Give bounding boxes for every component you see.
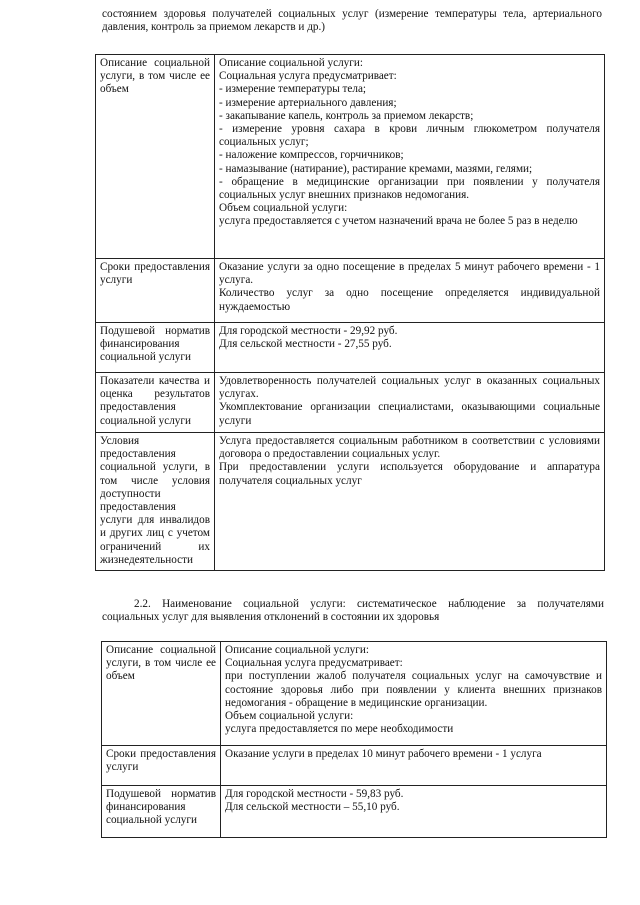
intro-paragraph: состоянием здоровья получателей социальных услуг (измерение температуры тела, артериального давления, контроль за приемом лекарств и др.) xyxy=(102,8,602,34)
row-label: Показатели качества и оценка результатов предоставления социальной услуги xyxy=(96,373,215,433)
table-row-terms xyxy=(96,259,605,323)
text-line: Объем социальной услуги: xyxy=(225,710,354,723)
row-value xyxy=(215,373,605,433)
table-row-quality xyxy=(96,373,605,433)
text-line: Оказание услуги в пределах 10 минут рабочего времени - 1 услуга xyxy=(225,748,542,760)
row-value xyxy=(215,323,605,373)
text-line: Оказание услуги за одно посещение в пределах 5 минут рабочего времени - 1 услуга. xyxy=(219,261,600,287)
service-table-2-1 xyxy=(95,54,605,571)
row-value xyxy=(215,55,605,259)
text-line: услуга предоставляется с учетом назначений врача не более 5 раз в неделю xyxy=(219,215,578,228)
table-row-terms xyxy=(102,746,607,786)
row-label: Описание социальной услуги, в том числе ее объем xyxy=(96,55,215,259)
text-line: - измерение температуры тела; xyxy=(219,83,367,96)
text-line: Укомплектование организации специалистами, оказывающими социальные услуги xyxy=(219,401,600,427)
text-line: Описание социальной услуги: xyxy=(225,644,369,656)
row-label: Условия предоставления социальной услуги, в том числе условия доступности предоставления услуги для инвалидов и других лиц с учетом ограничений их жизнедеятельности xyxy=(96,433,215,571)
row-value xyxy=(221,786,607,838)
text-line: Социальная услуга предусматривает: xyxy=(219,70,397,83)
text-line: - измерение артериального давления; xyxy=(219,96,397,109)
text-line: Для городской местности - 59,83 руб. xyxy=(225,788,404,800)
row-value xyxy=(215,433,605,571)
row-label: Сроки предоставления услуги xyxy=(96,259,215,323)
row-value xyxy=(221,746,607,786)
text-line: - намазывание (натирание), растирание кремами, мазями, гелями; xyxy=(219,162,533,175)
text-line: при поступлении жалоб получателя социальных услуг на самочувствие и состояние здоровья либо при появлении у клиента внешних признаков недомогания - обращение в медицинские организации. xyxy=(225,670,602,709)
text-line: При предоставлении услуги используется оборудование и аппаратура получателя социальных услуг xyxy=(219,461,600,487)
row-label: Подушевой норматив финансирования социальной услуги xyxy=(102,786,221,838)
text-line: - обращение в медицинские организации при появлении у получателя социальных услуг внешних признаков недомогания. xyxy=(219,175,600,202)
text-line: Услуга предоставляется социальным работником в соответствии с условиями договора о предоставлении социальных услуг. xyxy=(219,435,600,461)
table-row-description xyxy=(102,642,607,746)
table-row-conditions xyxy=(96,433,605,571)
row-value xyxy=(215,259,605,323)
text-line: Описание социальной услуги: xyxy=(219,57,363,69)
row-value xyxy=(221,642,607,746)
text-line: услуга предоставляется по мере необходимости xyxy=(225,723,454,736)
text-line: Количество услуг за одно посещение определяется индивидуальной нуждаемостью xyxy=(219,287,600,313)
text-line: Для городской местности - 29,92 руб. xyxy=(219,325,398,337)
table-row-description xyxy=(96,55,605,259)
row-label: Сроки предоставления услуги xyxy=(102,746,221,786)
text-line: Социальная услуга предусматривает: xyxy=(225,657,403,670)
table-row-funding xyxy=(96,323,605,373)
section-heading-2-2: 2.2. Наименование социальной услуги: систематическое наблюдение за получателями социальных услуг для выявления отклонений в состоянии их здоровья xyxy=(102,598,604,624)
text-line: Для сельской местности - 27,55 руб. xyxy=(219,338,392,351)
text-line: Удовлетворенность получателей социальных услуг в оказанных социальных услугах. xyxy=(219,375,600,401)
service-table-2-2 xyxy=(101,641,607,838)
text-line: - закапывание капель, контроль за приемом лекарств; xyxy=(219,109,474,122)
table-row-funding xyxy=(102,786,607,838)
text-line: Объем социальной услуги: xyxy=(219,202,348,215)
row-label: Подушевой норматив финансирования социальной услуги xyxy=(96,323,215,373)
row-label: Описание социальной услуги, в том числе ее объем xyxy=(102,642,221,746)
text-line: Для сельской местности – 55,10 руб. xyxy=(225,801,400,814)
text-line: - наложение компрессов, горчичников; xyxy=(219,149,404,162)
text-line: - измерение уровня сахара в крови личным глюкометром получателя социальных услуг; xyxy=(219,123,600,149)
